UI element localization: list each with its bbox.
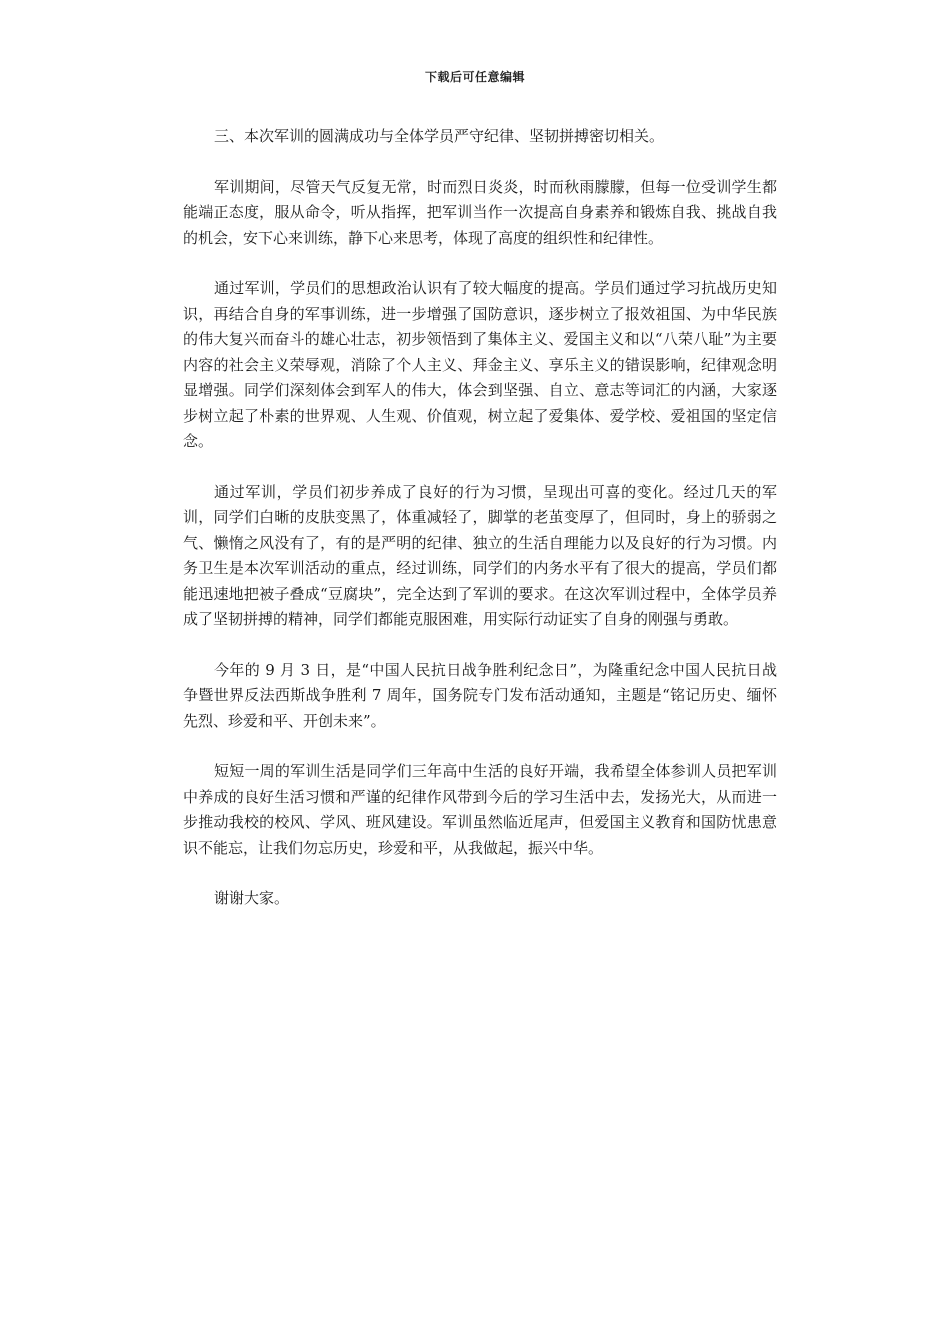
paragraph-2: 军训期间，尽管天气反复无常，时而烈日炎炎，时而秋雨朦朦，但每一位受训学生都能端正态度，服从命令，听从指挥，把军训当作一次提高自身素养和锻炼自我、挑战自我的机会，安下心来训练，静下心来思考，体现了高度的组织性和纪律性。 bbox=[183, 177, 777, 247]
paragraph-4: 通过军训，学员们初步养成了良好的行为习惯，呈现出可喜的变化。经过几天的军训，同学们白晰的皮肤变黑了，体重减轻了，脚掌的老茧变厚了，但同时，身上的骄弱之气、懒惰之风没有了，有的是严明的纪律、独立的生活自理能力以及良好的行为习惯。内务卫生是本次军训活动的重点，经过训练，同学们的内务水平有了很大的提高，学员们都能迅速地把被子叠成“豆腐块”，完全达到了军训的要求。在这次军训过程中，全体学员养成了坚韧拼搏的精神，同学们都能克服困难，用实际行动证实了自身的刚强与勇敢。 bbox=[183, 482, 777, 628]
closing-paragraph: 谢谢大家。 bbox=[214, 889, 290, 907]
document-body bbox=[183, 124, 777, 937]
paragraph-5: 今年的 9 月 3 日，是“中国人民抗日战争胜利纪念日”，为隆重纪念中国人民抗日战争暨世界反法西斯战争胜利 7 周年，国务院专门发布活动通知，主题是“铭记历史、缅怀先烈、珍爱和平、开创未来”。 bbox=[183, 660, 777, 730]
paragraph-3: 通过军训，学员们的思想政治认识有了较大幅度的提高。学员们通过学习抗战历史知识，再结合自身的军事训练，进一步增强了国防意识，逐步树立了报效祖国、为中华民族的伟大复兴而奋斗的雄心壮志，初步领悟到了集体主义、爱国主义和以“八荣八耻”为主要内容的社会主义荣辱观，消除了个人主义、拜金主义、享乐主义的错误影响，纪律观念明显增强。同学们深刻体会到军人的伟大，体会到坚强、自立、意志等词汇的内涵，大家逐步树立起了朴素的世界观、人生观、价值观，树立起了爱集体、爱学校、爱祖国的坚定信念。 bbox=[183, 279, 777, 450]
header-note: 下载后可任意编辑 bbox=[424, 70, 525, 84]
paragraph-1: 三、本次军训的圆满成功与全体学员严守纪律、坚韧拼搏密切相关。 bbox=[214, 127, 665, 145]
paragraph-6: 短短一周的军训生活是同学们三年高中生活的良好开端，我希望全体参训人员把军训中养成的良好生活习惯和严谨的纪律作风带到今后的学习生活中去，发扬光大，从而进一步推动我校的校风、学风、班风建设。军训虽然临近尾声，但爱国主义教育和国防忧患意识不能忘，让我们勿忘历史，珍爱和平，从我做起，振兴中华。 bbox=[183, 762, 777, 857]
